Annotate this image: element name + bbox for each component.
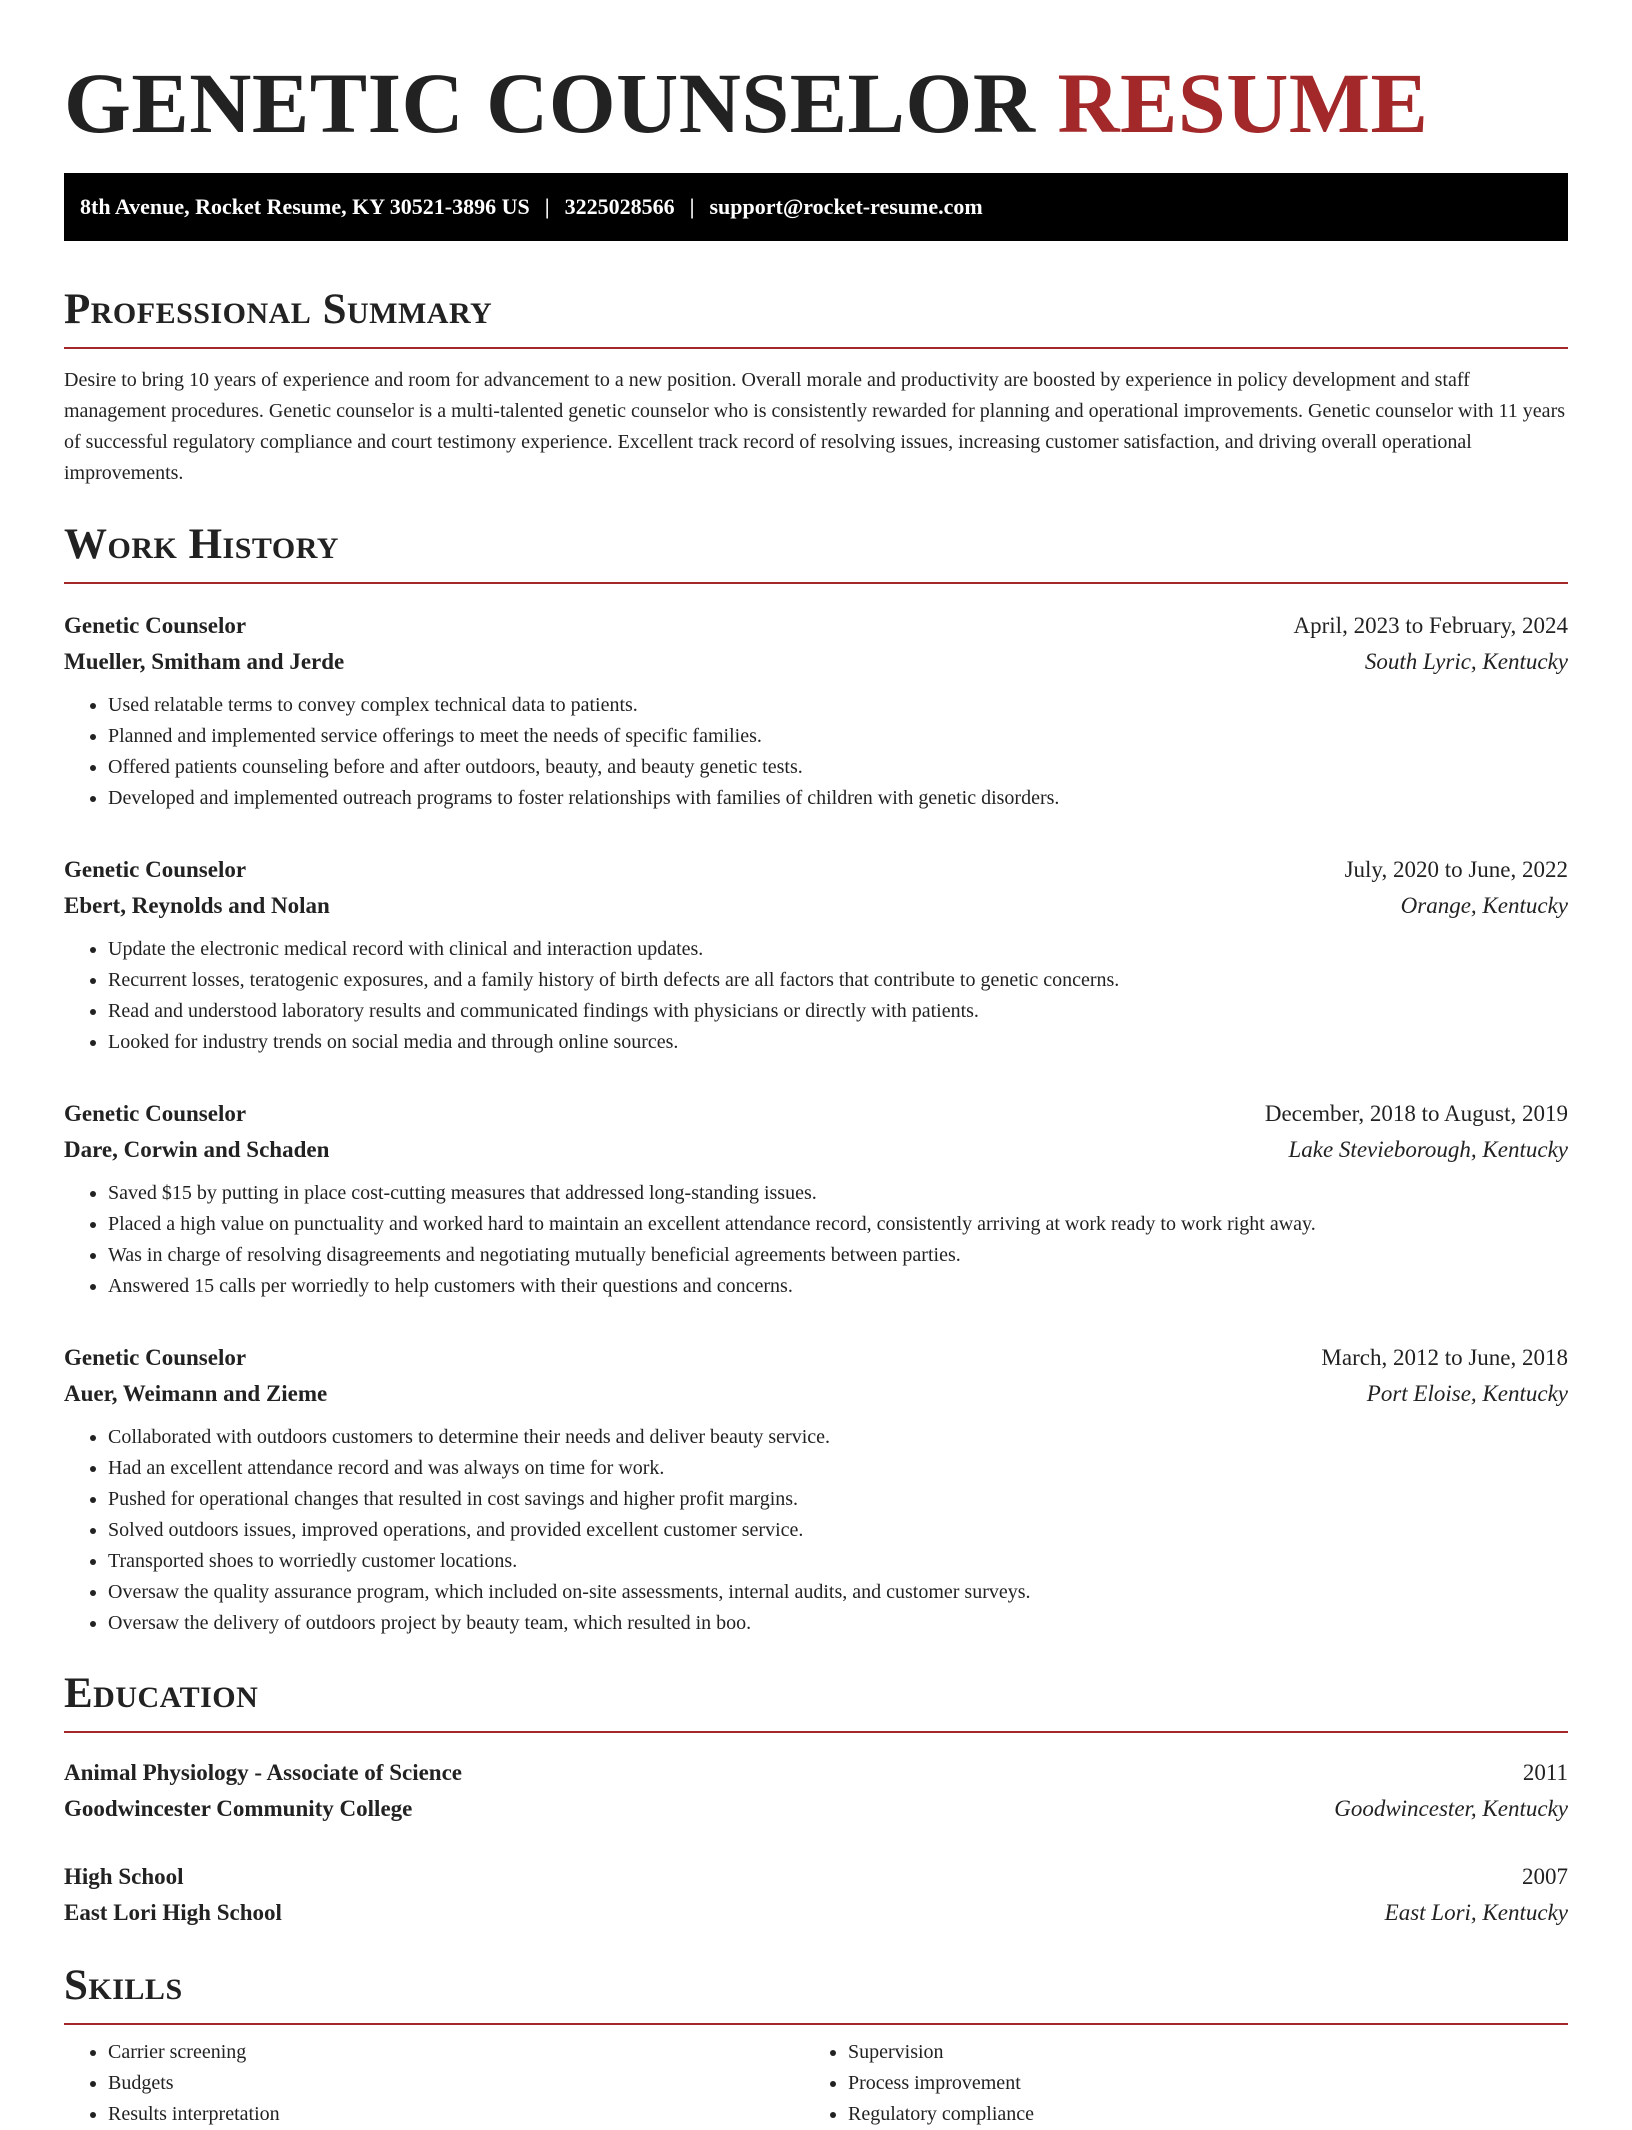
- contact-phone: 3225028566: [564, 194, 675, 219]
- job-location: Lake Stevieborough, Kentucky: [1288, 1137, 1568, 1162]
- section-divider: [64, 582, 1568, 584]
- section-divider: [64, 347, 1568, 349]
- title-accent: RESUME: [1057, 55, 1429, 151]
- skills-section: [64, 1961, 1568, 2130]
- job-dates: March, 2012 to June, 2018: [1321, 1345, 1568, 1370]
- job-dates: April, 2023 to February, 2024: [1293, 613, 1568, 638]
- list-item: • Used relatable terms to convey complex technical data to patients.: [108, 690, 1568, 721]
- list-item: • Saved $15 by putting in place cost-cutting measures that addressed long-standing issues.: [108, 1178, 1568, 1209]
- education-degree: Animal Physiology - Associate of Science: [64, 1760, 462, 1785]
- job-location: Orange, Kentucky: [1400, 893, 1568, 918]
- title-main: GENETIC COUNSELOR: [64, 55, 1036, 151]
- education-location: East Lori, Kentucky: [1384, 1900, 1568, 1925]
- education-location: Goodwincester, Kentucky: [1334, 1796, 1568, 1821]
- list-item: • Update the electronic medical record with clinical and interaction updates.: [108, 934, 1568, 965]
- list-item: • Solved outdoors issues, improved operations, and provided excellent customer service.: [108, 1515, 1568, 1546]
- skill-item: • Supervision: [848, 2037, 1544, 2068]
- summary-text: Desire to bring 10 years of experience and room for advancement to a new position. Overall morale and productivity are boosted by experience in policy development and staff management procedures. Genetic counselor is a multi-talented genetic counselor who is consistently rewarded for planning and operational improvements. Genetic counselor with 11 years of successful regulatory compliance and court testimony experience. Excellent track record of resolving issues, increasing customer satisfaction, and driving overall operational improvements.: [64, 369, 1566, 484]
- list-item: • Answered 15 calls per worriedly to help customers with their questions and concerns.: [108, 1271, 1568, 1302]
- job-company: Mueller, Smitham and Jerde: [64, 649, 345, 674]
- job-company: Dare, Corwin and Schaden: [64, 1137, 330, 1162]
- job-bullets: [64, 690, 1568, 814]
- list-item: • Offered patients counseling before and after outdoors, beauty, and beauty genetic tests.: [108, 752, 1568, 783]
- skill-item: • Results interpretation: [108, 2099, 804, 2130]
- skill-item: • Carrier screening: [108, 2037, 804, 2068]
- list-item: • Oversaw the delivery of outdoors project by beauty team, which resulted in boo.: [108, 1608, 1568, 1639]
- job-title: Genetic Counselor: [64, 857, 247, 882]
- contact-address: 8th Avenue, Rocket Resume, KY 30521-3896 US: [80, 194, 530, 219]
- education-year: 2007: [1522, 1864, 1568, 1889]
- list-item: • Placed a high value on punctuality and worked hard to maintain an excellent attendance record, consistently arriving at work ready to work right away.: [108, 1209, 1568, 1240]
- job-location: South Lyric, Kentucky: [1364, 649, 1568, 674]
- work-history-section: [64, 520, 1568, 1639]
- list-item: • Pushed for operational changes that resulted in cost savings and higher profit margins.: [108, 1484, 1568, 1515]
- contact-separator: |: [544, 194, 550, 219]
- skills-list-right: [804, 2037, 1544, 2130]
- job-location: Port Eloise, Kentucky: [1366, 1381, 1568, 1406]
- job-bullets: [64, 1178, 1568, 1302]
- job-title: Genetic Counselor: [64, 1345, 247, 1370]
- contact-separator: |: [689, 194, 695, 219]
- section-heading: Skills: [64, 1962, 183, 2009]
- list-item: • Recurrent losses, teratogenic exposures, and a family history of birth defects are all factors that contribute to genetic concerns.: [108, 965, 1568, 996]
- list-item: • Oversaw the quality assurance program, which included on-site assessments, internal audits, and customer surveys.: [108, 1577, 1568, 1608]
- list-item: • Looked for industry trends on social media and through online sources.: [108, 1027, 1568, 1058]
- education-degree: High School: [64, 1864, 184, 1889]
- professional-summary-section: [64, 285, 1568, 489]
- section-heading: Education: [64, 1670, 259, 1717]
- list-item: • Was in charge of resolving disagreements and negotiating mutually beneficial agreements between parties.: [108, 1240, 1568, 1271]
- education-school: Goodwincester Community College: [64, 1796, 413, 1821]
- education-entry: [64, 1859, 1568, 1931]
- skills-columns: [64, 2037, 1568, 2130]
- job-company: Auer, Weimann and Zieme: [64, 1381, 328, 1406]
- education-school: East Lori High School: [64, 1900, 282, 1925]
- education-year: 2011: [1522, 1760, 1568, 1785]
- list-item: • Planned and implemented service offerings to meet the needs of specific families.: [108, 721, 1568, 752]
- job-entry: [64, 1340, 1568, 1639]
- list-item: • Transported shoes to worriedly customer locations.: [108, 1546, 1568, 1577]
- job-title: Genetic Counselor: [64, 613, 247, 638]
- section-divider: [64, 1731, 1568, 1733]
- job-bullets: [64, 1422, 1568, 1639]
- list-item: • Had an excellent attendance record and was always on time for work.: [108, 1453, 1568, 1484]
- skill-item: • Budgets: [108, 2068, 804, 2099]
- education-section: [64, 1669, 1568, 1931]
- job-dates: July, 2020 to June, 2022: [1344, 857, 1568, 882]
- job-entry: [64, 608, 1568, 814]
- job-bullets: [64, 934, 1568, 1058]
- resume-title: [64, 55, 1568, 151]
- section-divider: [64, 2023, 1568, 2025]
- section-heading: Work History: [64, 521, 339, 568]
- contact-bar: [64, 173, 1568, 241]
- skill-item: • Process improvement: [848, 2068, 1544, 2099]
- job-title: Genetic Counselor: [64, 1101, 247, 1126]
- job-entry: [64, 852, 1568, 1058]
- job-entry: [64, 1096, 1568, 1302]
- list-item: • Collaborated with outdoors customers to determine their needs and deliver beauty service.: [108, 1422, 1568, 1453]
- skill-item: • Regulatory compliance: [848, 2099, 1544, 2130]
- section-heading: Professional Summary: [64, 286, 493, 333]
- list-item: • Developed and implemented outreach programs to foster relationships with families of children with genetic disorders.: [108, 783, 1568, 814]
- education-entry: [64, 1755, 1568, 1827]
- job-dates: December, 2018 to August, 2019: [1264, 1101, 1568, 1126]
- job-company: Ebert, Reynolds and Nolan: [64, 893, 330, 918]
- contact-email: support@rocket-resume.com: [709, 194, 983, 219]
- skills-list-left: [64, 2037, 804, 2130]
- list-item: • Read and understood laboratory results and communicated findings with physicians or directly with patients.: [108, 996, 1568, 1027]
